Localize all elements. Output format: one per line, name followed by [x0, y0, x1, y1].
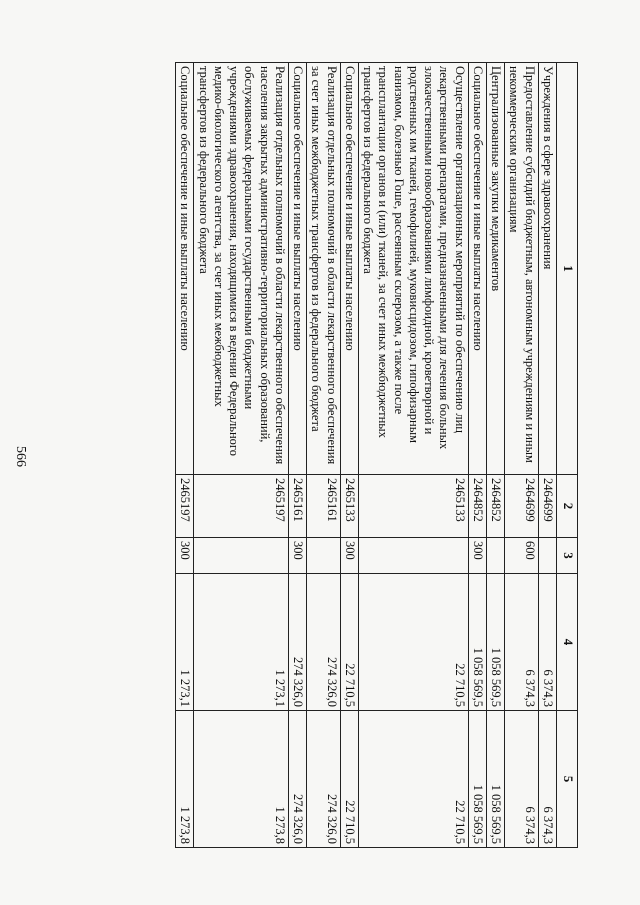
row-name-cell: Учреждения в сфере здравоохранения	[538, 63, 556, 475]
row-kind-cell	[487, 538, 505, 574]
row-amount-col4-cell: 6 374,3	[505, 574, 539, 711]
row-amount-col5-cell: 6 374,3	[538, 711, 556, 848]
row-name-cell: Централизованные закупки медикаментов	[487, 63, 505, 475]
row-amount-col4-cell: 274 326,0	[307, 574, 341, 711]
row-name-cell: Реализация отдельных полномочий в области лекарственного обеспечения населения закрытых административно-территориальных образований, обслуживаемых федеральными государственными бюджетными учреждениями здравоохранения, находящимися в ведении Федерального медико-биологического агентства, за счет иных межбюджетных трансфертов из федерального бюджета	[194, 63, 289, 475]
row-name-cell: Социальное обеспечение и иные выплаты населению	[468, 63, 486, 475]
budget-table-container	[88, 62, 578, 847]
row-kind-cell	[538, 538, 556, 574]
row-code-cell: 2465161	[289, 475, 307, 538]
row-code-cell: 2464699	[505, 475, 539, 538]
row-code-cell: 2465197	[194, 475, 289, 538]
row-amount-col5-cell: 1 273,8	[194, 711, 289, 848]
table-row	[340, 63, 358, 848]
row-name-cell: Социальное обеспечение и иные выплаты населению	[289, 63, 307, 475]
row-name-cell: Социальное обеспечение и иные выплаты населению	[176, 63, 194, 475]
row-code-cell: 2464852	[487, 475, 505, 538]
header-col-1: 1	[557, 63, 578, 475]
row-amount-col4-cell: 22 710,5	[340, 574, 358, 711]
row-amount-col5-cell: 274 326,0	[307, 711, 341, 848]
table-row	[468, 63, 486, 848]
row-amount-col5-cell: 6 374,3	[505, 711, 539, 848]
table-header-row	[557, 63, 578, 848]
header-col-4: 4	[557, 574, 578, 711]
header-col-5: 5	[557, 711, 578, 848]
row-amount-col5-cell: 1 058 569,5	[468, 711, 486, 848]
row-kind-cell	[194, 538, 289, 574]
row-amount-col5-cell: 274 326,0	[289, 711, 307, 848]
row-kind-cell: 300	[340, 538, 358, 574]
table-row	[505, 63, 539, 848]
row-amount-col4-cell: 1 273,1	[176, 574, 194, 711]
row-amount-col5-cell: 1 058 569,5	[487, 711, 505, 848]
row-amount-col5-cell: 22 710,5	[359, 711, 469, 848]
table-row	[538, 63, 556, 848]
table-row	[307, 63, 341, 848]
row-kind-cell	[307, 538, 341, 574]
row-amount-col4-cell: 1 273,1	[194, 574, 289, 711]
row-amount-col5-cell: 22 710,5	[340, 711, 358, 848]
row-name-cell: Осуществление организационных мероприятий по обеспечению лиц лекарственными препаратами, предназначенными для лечения больных злокачественными новообразованиями лимфоидной, кроветворной и родственных им тканей, гемофилией, муковисцидозом, гипофизарным нанизмом, болезнью Гоше, рассеянным склерозом, а также после трансплантации органов и (или) тканей, за счет иных межбюджетных трансфертов из федерального бюджета	[359, 63, 469, 475]
row-code-cell: 2465197	[176, 475, 194, 538]
row-amount-col4-cell: 22 710,5	[359, 574, 469, 711]
table-row	[289, 63, 307, 848]
row-code-cell: 2465133	[340, 475, 358, 538]
row-code-cell: 2464852	[468, 475, 486, 538]
table-row	[487, 63, 505, 848]
page-number: 566	[13, 446, 28, 467]
row-amount-col4-cell: 274 326,0	[289, 574, 307, 711]
row-code-cell: 2464699	[538, 475, 556, 538]
row-name-cell: Социальное обеспечение и иные выплаты населению	[340, 63, 358, 475]
row-amount-col4-cell: 1 058 569,5	[468, 574, 486, 711]
row-amount-col4-cell: 6 374,3	[538, 574, 556, 711]
row-name-cell: Предоставление субсидий бюджетным, автономным учреждениям и иным некоммерческим организациям	[505, 63, 539, 475]
row-amount-col5-cell: 1 273,8	[176, 711, 194, 848]
table-row	[359, 63, 469, 848]
row-kind-cell	[359, 538, 469, 574]
row-kind-cell: 300	[289, 538, 307, 574]
table-row	[194, 63, 289, 848]
row-kind-cell: 300	[468, 538, 486, 574]
row-amount-col4-cell: 1 058 569,5	[487, 574, 505, 711]
header-col-2: 2	[557, 475, 578, 538]
budget-table	[175, 62, 578, 848]
row-kind-cell: 600	[505, 538, 539, 574]
table-row	[176, 63, 194, 848]
header-col-3: 3	[557, 538, 578, 574]
row-code-cell: 2465161	[307, 475, 341, 538]
row-code-cell: 2465133	[359, 475, 469, 538]
row-name-cell: Реализация отдельных полномочий в области лекарственного обеспечения за счет иных межбюджетных трансфертов из федерального бюджета	[307, 63, 341, 475]
row-kind-cell: 300	[176, 538, 194, 574]
